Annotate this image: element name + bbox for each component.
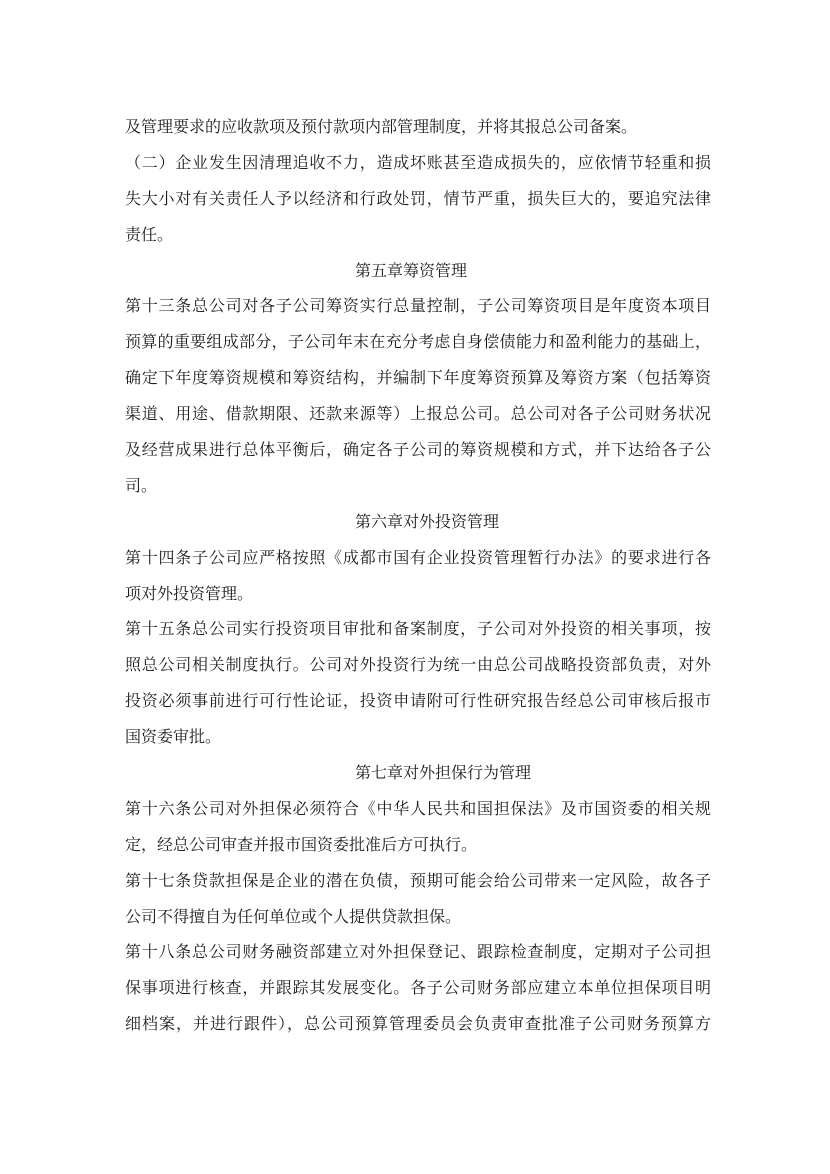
document-body — [125, 109, 711, 1042]
body-line: 第十八条总公司财务融资部建立对外担保登记、跟踪检查制度，定期对子公司担 — [125, 942, 711, 962]
body-line: 失大小对有关责任人予以经济和行政处罚，情节严重，损失巨大的，要追究法律 — [125, 188, 711, 208]
body-line: 保事项进行核查，并跟踪其发展变化。各子公司财务部应建立本单位担保项目明 — [125, 978, 711, 998]
chapter-heading-6: 第六章对外投资管理 — [355, 511, 500, 531]
body-line: 第十三条总公司对各子公司筹资实行总量控制，子公司筹资项目是年度资本项目 — [125, 296, 711, 316]
body-line: 投资必须事前进行可行性论证，投资申请附可行性研究报告经总公司审核后报市 — [125, 691, 711, 711]
body-line: 第十四条子公司应严格按照《成都市国有企业投资管理暂行办法》的要求进行各 — [125, 547, 711, 567]
paragraph-continuation — [125, 109, 711, 145]
body-line: 责任。 — [125, 224, 174, 244]
paragraph-article-15 — [125, 611, 711, 755]
body-line: 公司不得擅自为任何单位或个人提供贷款担保。 — [125, 906, 462, 926]
body-line: 及经营成果进行总体平衡后，确定各子公司的筹资规模和方式，并下达给各子公 — [125, 440, 711, 460]
body-line: 照总公司相关制度执行。公司对外投资行为统一由总公司战略投资部负责，对外 — [125, 655, 711, 675]
body-line: 及管理要求的应收款项及预付款项内部管理制度，并将其报总公司备案。 — [125, 117, 638, 136]
body-line: 第十六条公司对外担保必须符合《中华人民共和国担保法》及市国资委的相关规 — [125, 798, 711, 818]
body-line: 细档案，并进行跟件），总公司预算管理委员会负责审查批准子公司财务预算方 — [125, 1014, 711, 1034]
chapter-heading-7: 第七章对外担保行为管理 — [355, 763, 532, 783]
body-line: 司。 — [125, 475, 158, 495]
body-line: 第十五条总公司实行投资项目审批和备案制度，子公司对外投资的相关事项，按 — [125, 619, 711, 639]
paragraph-article-13 — [125, 288, 711, 503]
body-line: 定，经总公司审查并报市国资委批准后方可执行。 — [125, 834, 478, 854]
chapter-heading-5: 第五章筹资管理 — [355, 260, 468, 280]
body-line: 项对外投资管理。 — [125, 583, 254, 603]
body-line: 确定下年度筹资规模和筹资结构，并编制下年度筹资预算及筹资方案（包括筹资 — [125, 368, 711, 388]
body-line: 国资委审批。 — [125, 727, 222, 747]
body-line: （二）企业发生因清理追收不力，造成坏账甚至造成损失的，应依情节轻重和损 — [125, 152, 711, 172]
paragraph-article-17 — [125, 863, 711, 935]
paragraph-article-16 — [125, 791, 711, 863]
body-line: 第十七条贷款担保是企业的潜在负债，预期可能会给公司带来一定风险，故各子 — [125, 870, 711, 890]
paragraph-article-14 — [125, 540, 711, 612]
body-line: 预算的重要组成部分，子公司年末在充分考虑自身偿债能力和盈利能力的基础上， — [125, 332, 711, 352]
paragraph-article-18 — [125, 934, 711, 1042]
paragraph-item-2 — [125, 145, 711, 253]
body-line: 渠道、用途、借款期限、还款来源等）上报总公司。总公司对各子公司财务状况 — [125, 404, 711, 424]
